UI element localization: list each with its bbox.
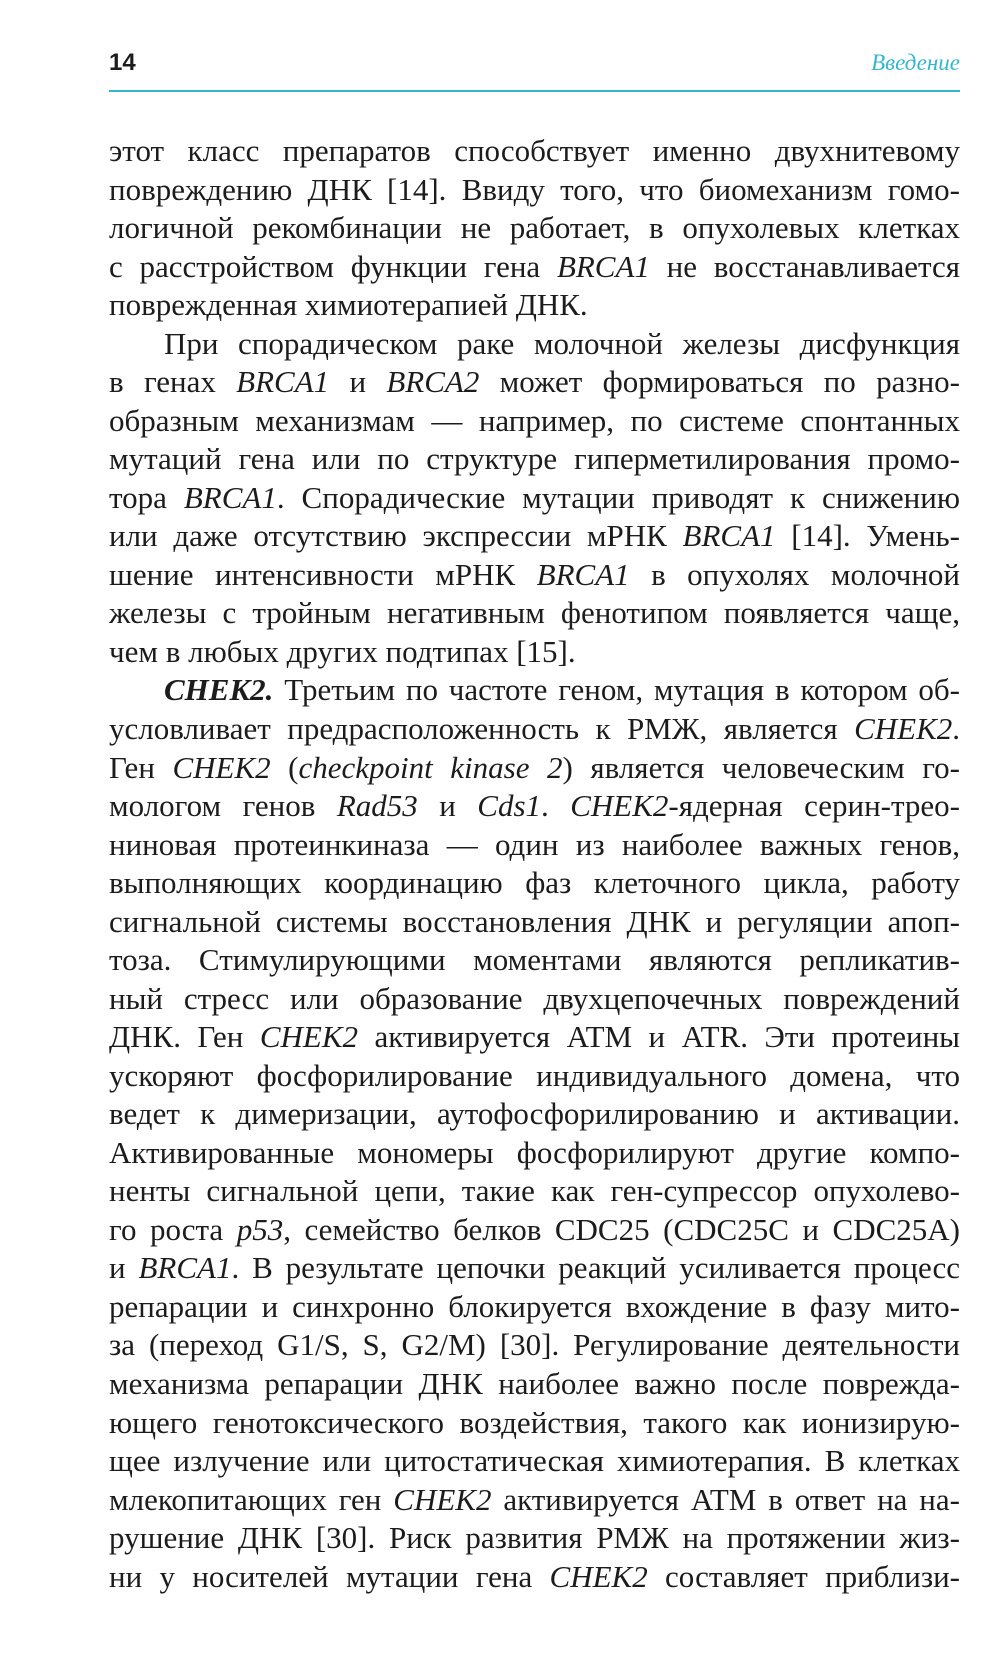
italic-term: CHEK2: [393, 1481, 492, 1517]
text-run: ) является человеческим го-: [562, 749, 960, 785]
italic-term: BRCA2: [386, 364, 480, 400]
text-run: ниновая протеинкиназа — один из наиболее важных генов,: [109, 826, 960, 862]
text-run: этот класс препаратов способствует именно двухнитевому: [109, 133, 960, 168]
paragraph: [109, 132, 960, 325]
text-line: [109, 749, 960, 788]
text-run: тоза. Стимулирующими моментами являются репликатив-: [109, 942, 960, 978]
text-line: [109, 1365, 960, 1404]
text-run: .: [541, 788, 571, 824]
text-run: щее излучение или цитостатическая химиотерапия. В клетках: [109, 1443, 960, 1479]
text-line: [109, 479, 960, 518]
text-line: [109, 132, 960, 171]
text-line: [109, 1288, 960, 1327]
text-line: [109, 325, 960, 364]
text-run: , семейство белков CDC25 (CDC25C и CDC25A): [283, 1211, 960, 1247]
text-run: шение интенсивности мРНК: [109, 556, 537, 592]
italic-term: checkpoint kinase 2: [298, 749, 563, 785]
text-line: [109, 826, 960, 865]
text-run: (: [270, 749, 299, 785]
text-run: условливает предрасположенность к РМЖ, является: [109, 710, 855, 746]
text-run: Ген: [109, 749, 173, 785]
text-run: ный стресс или образование двухцепочечных повреждений: [109, 980, 960, 1016]
text-run: в генах: [109, 364, 237, 400]
text-line: [109, 941, 960, 980]
text-line: [109, 903, 960, 942]
italic-term: p53: [236, 1211, 284, 1247]
text-line: [109, 1442, 960, 1481]
italic-term: CHEK2: [549, 1558, 648, 1594]
text-run: [14]. Умень-: [775, 518, 960, 554]
text-run: и: [109, 1250, 139, 1286]
text-run: логичной рекомбинации не работает, в опухолевых клетках: [109, 210, 960, 246]
text-line: [109, 1057, 960, 1096]
text-run: . Спорадические мутации приводят к снижению: [276, 479, 960, 515]
text-run: ведет к димеризации, аутофосфорилированию и активации.: [109, 1096, 960, 1132]
text-run: При спорадическом раке молочной железы дисфункция: [164, 325, 960, 361]
text-run: мутаций гена или по структуре гиперметилирования промо-: [109, 441, 960, 477]
italic-term: BRCA1: [536, 556, 630, 592]
header-rule: [109, 90, 960, 92]
text-line: [109, 1249, 960, 1288]
italic-term: BRCA1: [682, 518, 776, 554]
italic-term: CHEK2: [259, 1019, 359, 1055]
text-line: [109, 864, 960, 903]
text-line: [109, 1558, 960, 1597]
text-run: и: [417, 788, 478, 824]
italic-term: CHEK2: [172, 749, 271, 785]
text-line: [109, 171, 960, 210]
text-run: выполняющих координацию фаз клеточного цикла, работу: [109, 865, 960, 901]
text-line: [109, 1018, 960, 1057]
text-run: не восстанавливается: [649, 248, 960, 284]
text-run: чем в любых других подтипах [15].: [109, 633, 576, 669]
text-run: в опухолях молочной: [629, 556, 961, 592]
text-line: [109, 363, 960, 402]
text-line: [109, 980, 960, 1019]
text-run: может формироваться по разно-: [479, 364, 960, 400]
text-line: [109, 440, 960, 479]
text-run: составляет приблизи-: [647, 1558, 960, 1594]
text-line: [109, 1211, 960, 1250]
text-run: образным механизмам — например, по системе спонтанных: [109, 402, 960, 438]
italic-term: Cds1: [477, 788, 542, 824]
text-run: мологом генов: [109, 788, 337, 824]
italic-term: Rad53: [336, 788, 418, 824]
text-line: [109, 1326, 960, 1365]
text-run: активируется ATM в ответ на на-: [491, 1481, 960, 1517]
text-line: [109, 248, 960, 287]
text-run: железы с тройным негативным фенотипом появляется чаще,: [109, 595, 960, 631]
text-line: [109, 1134, 960, 1173]
text-line: [109, 1404, 960, 1443]
text-line: [109, 1172, 960, 1211]
text-line: [109, 671, 960, 710]
text-run: репарации и синхронно блокируется вхождение в фазу мито-: [109, 1288, 960, 1324]
text-line: [109, 517, 960, 556]
text-line: [109, 286, 960, 325]
text-run: или даже отсутствию экспрессии мРНК: [109, 518, 683, 554]
text-line: [109, 402, 960, 441]
running-head: Введение: [871, 50, 960, 75]
text-run: млекопитающих ген: [109, 1481, 394, 1517]
page-number: 14: [109, 49, 136, 76]
paragraph: [109, 325, 960, 672]
text-line: [109, 556, 960, 595]
italic-term: BRCA1: [138, 1250, 232, 1286]
text-run: ДНК. Ген: [109, 1019, 260, 1055]
text-run: и: [329, 364, 387, 400]
text-line: [109, 209, 960, 248]
text-run: тора: [109, 479, 184, 515]
body-text: [109, 132, 960, 1596]
text-run: го роста: [109, 1211, 237, 1247]
text-run: механизма репарации ДНК наиболее важно после поврежда-: [109, 1366, 960, 1401]
italic-term: CHEK2: [854, 710, 953, 746]
text-run: Третьим по частоте геном, мутация в котором об-: [273, 672, 960, 708]
text-run: рушение ДНК [30]. Риск развития РМЖ на протяжении жиз-: [109, 1520, 960, 1556]
text-line: [109, 1481, 960, 1520]
text-run: Активированные мономеры фосфорилируют другие компо-: [109, 1134, 960, 1170]
text-run: ни у носителей мутации гена: [109, 1558, 550, 1594]
text-run: ющего генотоксического воздействия, такого как ионизирую-: [109, 1404, 960, 1440]
text-line: [109, 787, 960, 826]
text-run: ускоряют фосфорилирование индивидуального домена, что: [109, 1057, 960, 1093]
text-run: ненты сигнальной цепи, такие как ген-супрессор опухолево-: [109, 1173, 960, 1209]
text-run: .: [952, 710, 960, 746]
text-run: сигнальной системы восстановления ДНК и регуляции апоп-: [109, 903, 960, 939]
text-run: активируется ATM и ATR. Эти протеины: [358, 1019, 960, 1055]
italic-term: BRCA1: [556, 248, 650, 284]
text-line: [109, 633, 960, 672]
text-run: -ядерная серин-трео-: [668, 788, 960, 824]
italic-term: BRCA1: [236, 364, 330, 400]
paragraph: [109, 671, 960, 1596]
text-run: повреждению ДНК [14]. Ввиду того, что биомеханизм гомо-: [109, 171, 960, 207]
text-run: с расстройством функции гена: [109, 248, 557, 284]
text-line: [109, 1095, 960, 1134]
text-run: . В результате цепочки реакций усиливается процесс: [231, 1250, 960, 1286]
text-line: [109, 594, 960, 633]
italic-term: CHEK2: [570, 788, 669, 824]
text-run: за (переход G1/S, S, G2/M) [30]. Регулирование деятельности: [109, 1327, 960, 1363]
italic-term: BRCA1: [183, 479, 277, 515]
text-run: поврежденная химиотерапией ДНК.: [109, 287, 588, 323]
text-line: [109, 710, 960, 749]
text-line: [109, 1519, 960, 1558]
run-in-heading: CHEK2.: [164, 672, 274, 708]
